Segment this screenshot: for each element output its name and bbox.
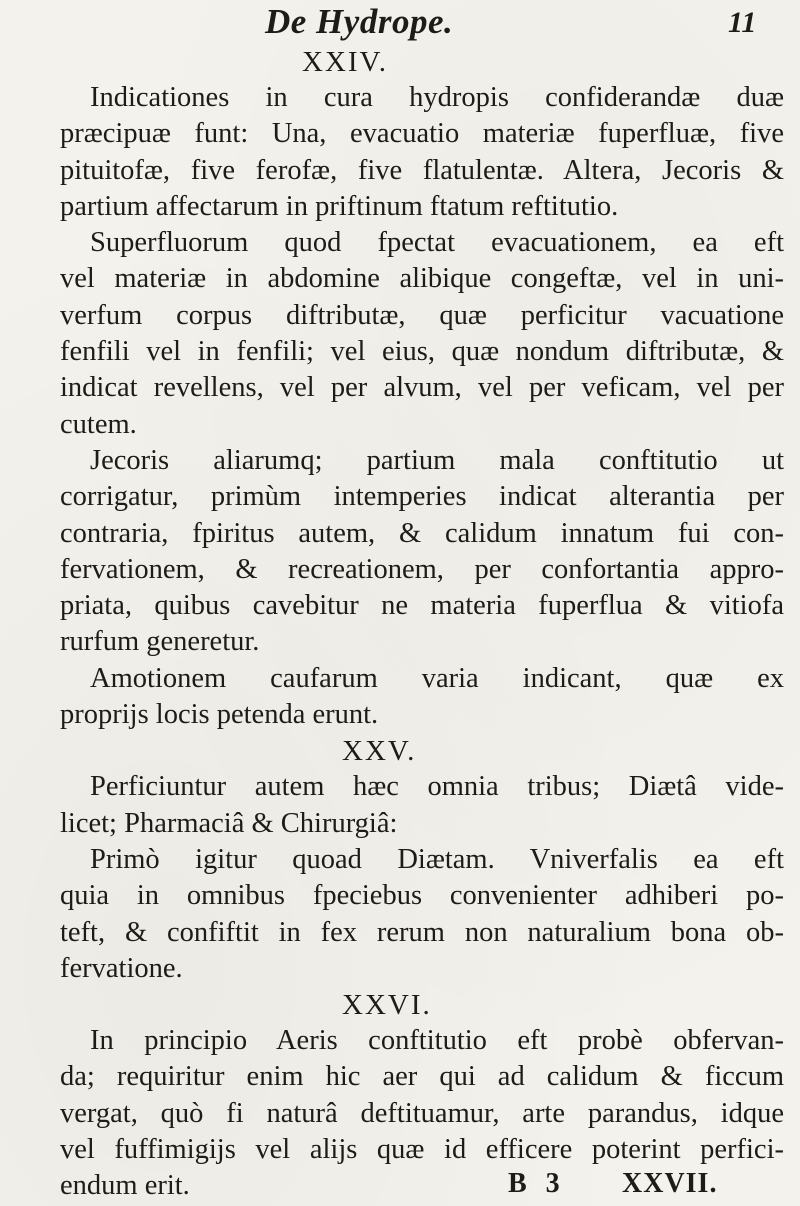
text-line: verfum corpus diftributæ, quæ perficitur vacuatione bbox=[60, 299, 784, 331]
page-number: 11 bbox=[728, 6, 757, 39]
catchword: XXVII. bbox=[622, 1168, 718, 1199]
running-head bbox=[0, 2, 800, 44]
text-line: vel fuffimigijs vel alijs quæ id efficere poterint perfici- bbox=[60, 1134, 784, 1166]
text-line: Indicationes in cura hydropis confiderandæ duæ bbox=[90, 82, 784, 113]
text-line: quia in omnibus fpeciebus convenienter adhiberi po- bbox=[60, 880, 784, 912]
text-line: partium affectarum in priftinum ftatum reftitutio. bbox=[60, 190, 619, 222]
text-line: vergat, quò fi naturâ deftituamur, arte parandus, idque bbox=[60, 1097, 784, 1129]
text-line: Primò igitur quoad Diætam. Vniverfalis ea eft bbox=[90, 843, 784, 875]
text-line: Amotionem caufarum varia indicant, quæ ex bbox=[90, 662, 784, 694]
text-line: cutem. bbox=[60, 408, 137, 440]
text-line: Superfluorum quod fpectat evacuationem, ea eft bbox=[90, 227, 784, 259]
text-line: fervatione. bbox=[60, 952, 183, 984]
text-line: pituitofæ, five ferofæ, five flatulentæ. Altera, Jecoris & bbox=[60, 154, 784, 186]
text-line: proprijs locis petenda erunt. bbox=[60, 699, 379, 731]
signature-mark: B 3 bbox=[508, 1168, 566, 1199]
text-line: corrigatur, primùm intemperies indicat alterantia per bbox=[60, 481, 784, 513]
text-line: fervationem, & recreationem, per confortantia appro- bbox=[60, 553, 784, 585]
text-line: da; requiritur enim hic aer qui ad calidum & ficcum bbox=[60, 1061, 784, 1093]
text-line: præcipuæ funt: Una, evacuatio materiæ fuperfluæ, five bbox=[60, 118, 784, 150]
text-line: Jecoris aliarumq; partium mala conftitutio ut bbox=[90, 444, 784, 476]
text-line: teft, & confiftit in fex rerum non naturalium bona ob- bbox=[60, 916, 784, 948]
section-number: XXV. bbox=[342, 735, 417, 768]
text-line: priata, quibus cavebitur ne materia fuperflua & vitiofa bbox=[60, 590, 784, 622]
text-line: vel materiæ in abdomine alibique congeftæ, vel in uni- bbox=[60, 263, 784, 295]
text-line: In principio Aeris conftitutio eft probè obfervan- bbox=[90, 1025, 784, 1057]
body-text bbox=[60, 44, 784, 1205]
text-line: rurfum generetur. bbox=[60, 626, 260, 658]
text-line: indicat revellens, vel per alvum, vel per veficam, vel per bbox=[60, 372, 784, 404]
text-line: fenfili vel in fenfili; vel eius, quæ nondum diftributæ, & bbox=[60, 336, 784, 368]
running-title: De Hydrope. bbox=[265, 2, 454, 41]
page-footer bbox=[0, 1168, 800, 1204]
text-line: contraria, fpiritus autem, & calidum innatum fui con- bbox=[60, 517, 784, 549]
text-line: Perficiuntur autem hæc omnia tribus; Diætâ vide- bbox=[90, 771, 784, 803]
text-line: licet; Pharmaciâ & Chirurgiâ: bbox=[60, 807, 398, 839]
text-line: endum erit. bbox=[60, 1170, 190, 1202]
section-number: XXIV. bbox=[302, 46, 388, 78]
section-number: XXVI. bbox=[342, 989, 432, 1022]
